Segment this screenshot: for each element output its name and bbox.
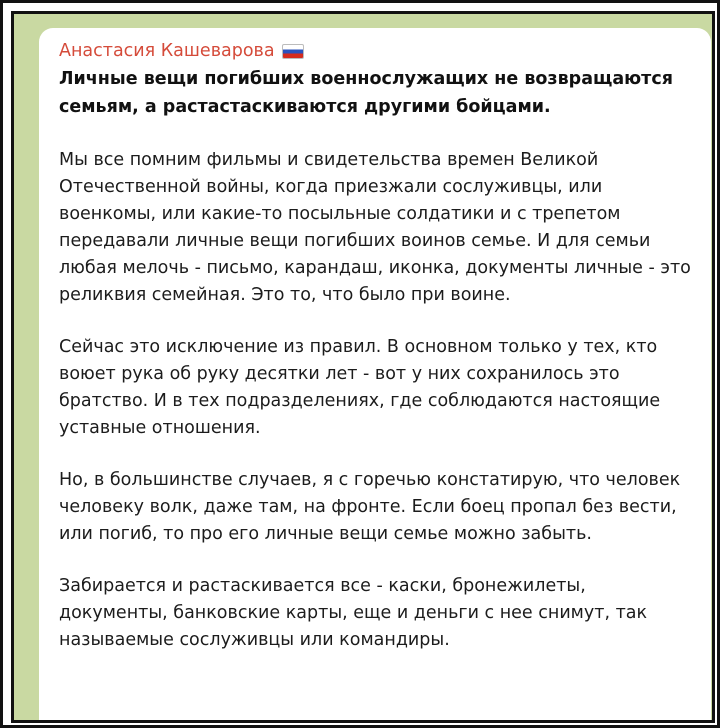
message-paragraph: Сейчас это исключение из правил. В основном только у тех, кто воюет рука об руку десятки лет - вот у них сохранилось это братство. И в тех подразделениях, где соблюдаются настоящие уставные отношения. xyxy=(59,337,661,438)
message-paragraph: Но, в большинстве случаев, я с горечью констатирую, что человек человеку волк, даже там, на фронте. Если боец пропал без вести, или погиб, то про его личные вещи семье можно забыть. xyxy=(59,470,681,544)
message-bubble xyxy=(39,28,711,723)
message-paragraph: Забирается и растаскивается все - каски, бронежилеты, документы, банковские карты, еще и деньги с нее снимут, так называемые сослуживцы или командиры. xyxy=(59,576,648,650)
russia-flag-icon xyxy=(282,44,304,59)
chat-background xyxy=(11,11,715,723)
message-paragraph: Мы все помним фильмы и свидетельства времен Великой Отечественной войны, когда приезжали сослуживцы, или военкомы, или какие-то посыльные солдатики и с трепетом передавали личные вещи погибших воинов семье. И для семьи любая мелочь - письмо, карандаш, иконка, документы личные - это реликвия семейная. Это то, что было при воине. xyxy=(59,150,691,305)
sender-name[interactable]: Анастасия Кашеварова xyxy=(59,41,275,61)
message-sender[interactable] xyxy=(59,39,691,63)
message-headline: Личные вещи погибших военнослужащих не возвращаются семьям, а растастаскиваются другими бойцами. xyxy=(59,69,673,117)
